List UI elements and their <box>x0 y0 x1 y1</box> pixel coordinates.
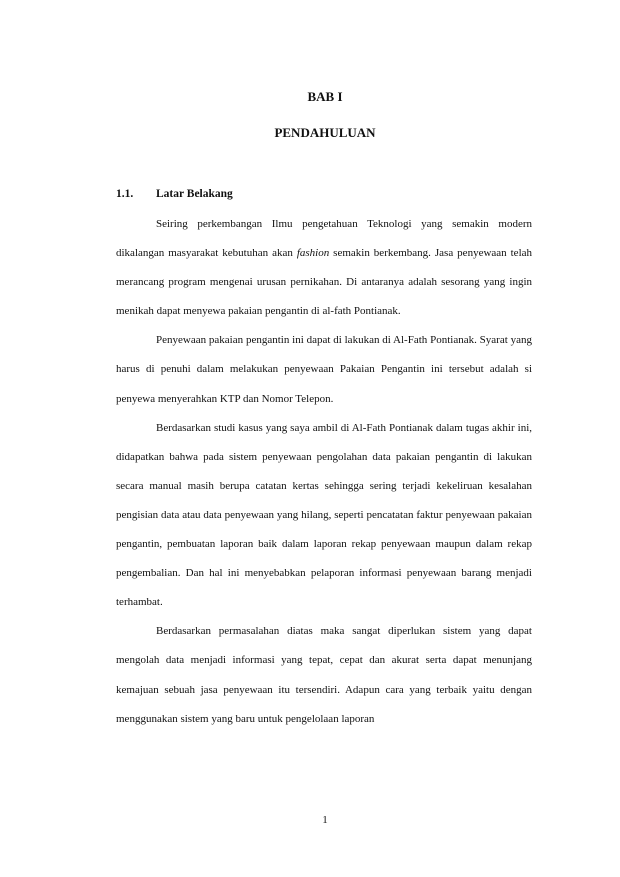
paragraph: Seiring perkembangan Ilmu pengetahuan Teknologi yang semakin modern dikalangan masyarakat kebutuhan akan fashion semakin berkembang. Jasa penyewaan telah merancang program mengenai urusan pernikahan. Di antaranya adalah sesorang yang ingin menikah dapat menyewa pakaian pengantin di al-fath Pontianak. <box>116 218 533 318</box>
paragraph: Penyewaan pakaian pengantin ini dapat di lakukan di Al-Fath Pontianak. Syarat yang harus di penuhi dalam melakukan penyewaan Pakaian Pengantin ini tersebut adalah si penyewa menyerahkan KTP dan Nomor Telepon. <box>116 334 532 405</box>
section-number: 1.1. <box>116 188 134 200</box>
section-title: Latar Belakang <box>156 188 233 200</box>
paragraph: Berdasarkan permasalahan diatas maka sangat diperlukan sistem yang dapat mengolah data menjadi informasi yang tepat, cepat dan akurat serta dapat menunjang kemajuan sebuah jasa penyewaan itu tersendiri. Adapun cara yang terbaik yaitu dengan menggunakan sistem yang baru untuk pengelolaan laporan <box>116 625 532 725</box>
section-heading <box>116 188 233 200</box>
paragraph: Berdasarkan studi kasus yang saya ambil di Al-Fath Pontianak dalam tugas akhir ini, didapatkan bahwa pada sistem penyewaan pengolahan data pakaian pengantin di lakukan secara manual masih berupa catatan kertas sehingga sering terjadi kekeliruan kesalahan pengisian data atau data penyewaan yang hilang, seperti pencatatan faktur penyewaan pakaian pengantin, pembuatan laporan baik dalam laporan rekap penyewaan maupun dalam rekap pengembalian. Dan hal ini menyebabkan pelaporan informasi penyewaan barang menjadi terhambat. <box>116 421 532 609</box>
body-text <box>116 210 532 734</box>
page-number: 1 <box>322 814 328 826</box>
chapter-number: BAB I <box>307 89 343 104</box>
chapter-title: PENDAHULUAN <box>274 125 376 140</box>
emphasized-word: fashion <box>296 247 330 260</box>
